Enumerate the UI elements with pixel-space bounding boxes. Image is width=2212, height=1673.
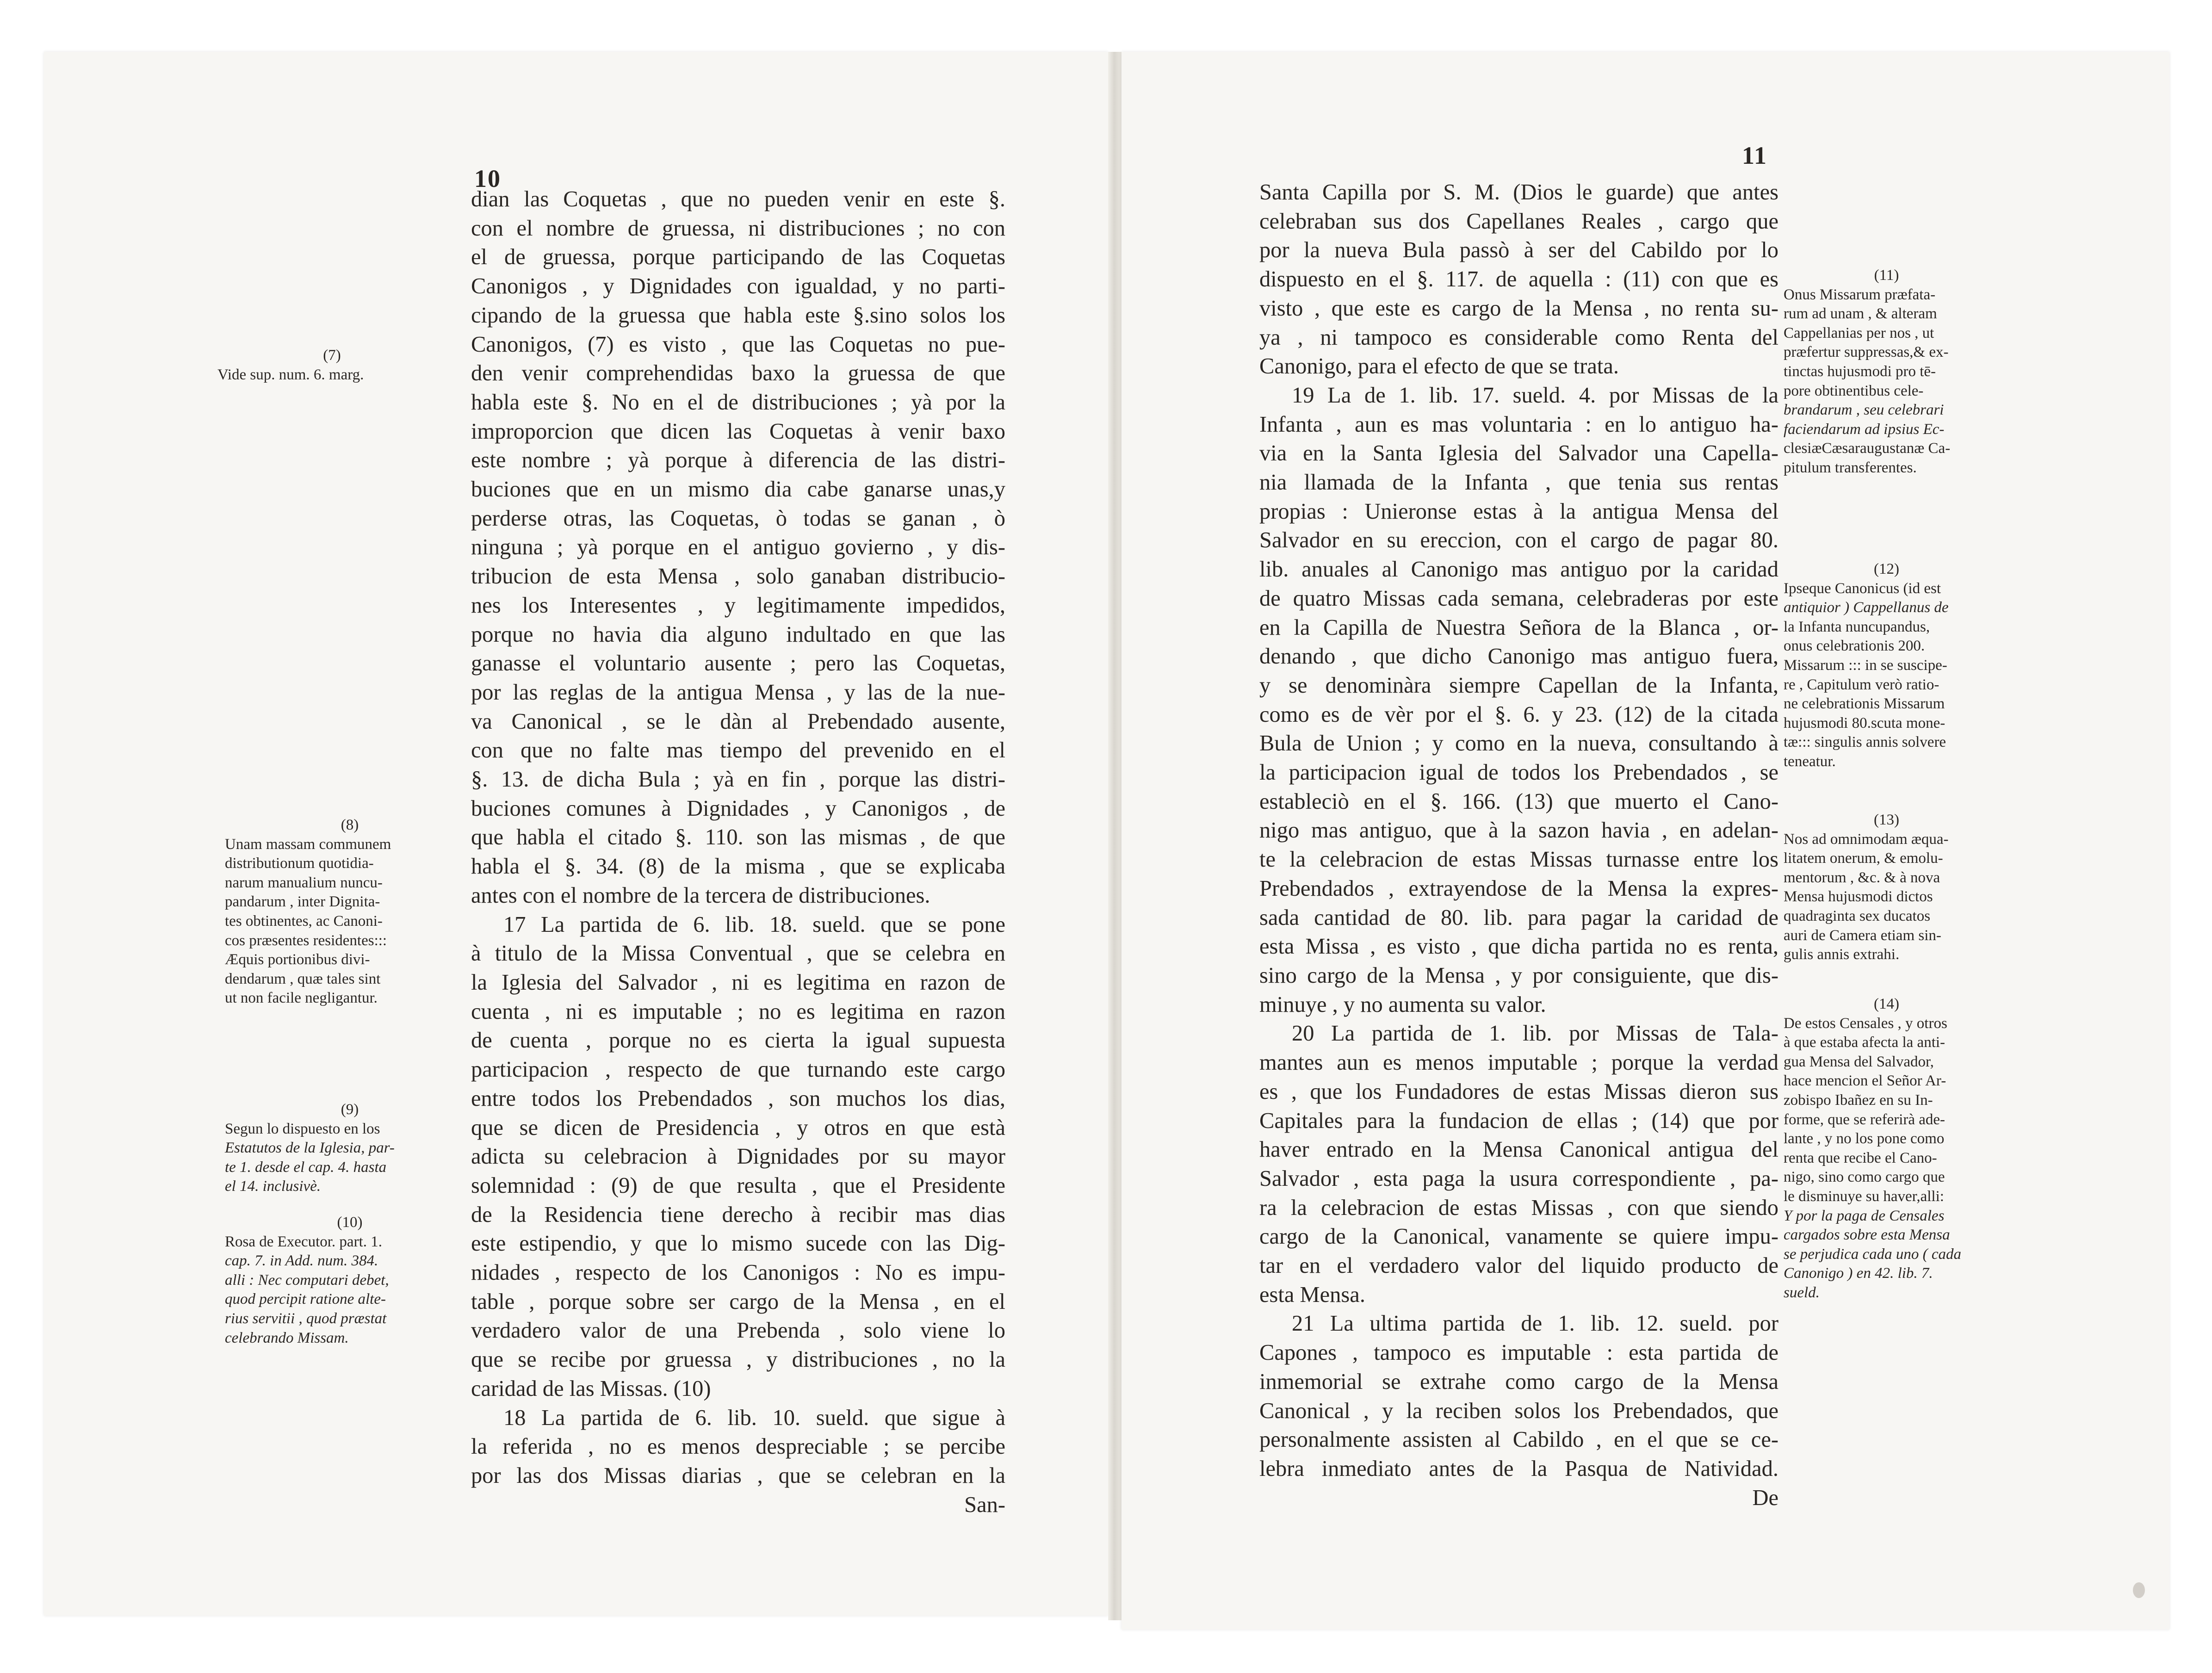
footnote-7: (7) Vide sup. num. 6. marg.	[217, 347, 364, 383]
text-line: como es de vèr por el §. 6. y 23. (12) de la citada	[1259, 702, 1778, 727]
text-line: ra la celebracion de estas Missas , con que siendo	[1259, 1195, 1778, 1220]
text-line: Salvador , esta paga la usura correspondiente , pa-	[1259, 1166, 1778, 1191]
text-line: de cuenta , porque no es cierta la igual supuesta	[471, 1028, 1005, 1053]
text-line: antes con el nombre de la tercera de distribuciones.	[471, 883, 930, 908]
text-line: Salvador en su ereccion, con el cargo de pagar 80.	[1259, 528, 1778, 553]
text-line: visto , que este es cargo de la Mensa , no renta su-	[1259, 296, 1778, 321]
book-gutter	[1108, 52, 1121, 1620]
text-line: con que no falte mas tiempo del prevenido en el	[471, 738, 1005, 763]
text-line: habla este §. No en el de distribuciones ; yà por la	[471, 390, 1005, 415]
text-line: 18 La partida de 6. lib. 10. sueld. que sigue à	[503, 1405, 1005, 1430]
text-line: y se denominàra siempre Capellan de la Infanta,	[1259, 673, 1778, 698]
text-line: improporcion que dicen las Coquetas à venir baxo	[471, 419, 1005, 444]
text-line: cargo de la Canonical, vanamente se quiere impu-	[1259, 1224, 1778, 1249]
footnote-9: (9) Segun lo dispuesto en los Estatutos de la Iglesia, par- te 1. desde el cap. 4. hasta el 14. inclusivè.	[225, 1101, 395, 1195]
text-line: nidades , respecto de los Canonigos : No es impu-	[471, 1260, 1005, 1285]
text-line: perderse otras, las Coquetas, ò todas se ganan , ò	[471, 506, 1005, 531]
text-line: estableciò en el §. 166. (13) que muerto el Cano-	[1259, 789, 1778, 814]
text-line: participacion , respecto de que turnando este cargo	[471, 1057, 1005, 1082]
text-line: de la Residencia tiene derecho à recibir mas dias	[471, 1202, 1005, 1227]
text-line: Infanta , aun es mas voluntaria : en lo antiguo ha-	[1259, 412, 1778, 437]
text-line: esta Missa , es visto , que dicha partida no es renta,	[1259, 934, 1778, 959]
text-line: cipando de la gruessa que habla este §.sino solos los	[471, 303, 1005, 328]
text-line: minuye , y no aumenta su valor.	[1259, 992, 1546, 1017]
text-line: habla el §. 34. (8) de la misma , que se explicaba	[471, 854, 1005, 879]
text-line: nigo mas antiguo, que à la sazon havia , en adelan-	[1259, 818, 1778, 843]
text-line: §. 13. de dicha Bula ; yà en fin , porque las distri-	[471, 767, 1005, 792]
text-line: Canonical , y la reciben solos los Prebendados, que	[1259, 1398, 1778, 1423]
text-line: va Canonical , se le dàn al Prebendado ausente,	[471, 709, 1005, 734]
text-line: haver entrado en la Mensa Canonical antigua del	[1259, 1137, 1778, 1162]
text-line: 21 La ultima partida de 1. lib. 12. sueld. por	[1292, 1311, 1778, 1336]
text-line: table , porque sobre ser cargo de la Mensa , en el	[471, 1289, 1005, 1314]
text-line: nia llamada de la Infanta , que tenia sus rentas	[1259, 470, 1778, 495]
text-line: celebraban sus dos Capellanes Reales , cargo que	[1259, 209, 1778, 234]
text-line: sada cantidad de 80. lib. para pagar la caridad de	[1259, 905, 1778, 930]
text-line: por las reglas de la antigua Mensa , y las de la nue-	[471, 680, 1005, 705]
text-line: ya , ni tampoco es considerable como Renta del	[1259, 325, 1778, 350]
text-line: nes los Interesentes , y legitimamente impedidos,	[471, 593, 1005, 618]
text-line: Capones , tampoco es imputable : esta partida de	[1259, 1340, 1778, 1365]
text-line: Capitales para la fundacion de ellas ; (14) que por	[1259, 1108, 1778, 1133]
text-line: tar en el verdadero valor del liquido producto de	[1259, 1253, 1778, 1278]
text-line: este nombre ; yà porque à diferencia de las distri-	[471, 448, 1005, 473]
text-line: via en la Santa Iglesia del Salvador una Capella-	[1259, 441, 1778, 466]
page-number-left: 10	[474, 165, 501, 192]
text-line: Bula de Union ; y como en la nueva, consultando à	[1259, 731, 1778, 756]
text-line: con el nombre de gruessa, ni distribuciones ; no con	[471, 216, 1005, 241]
text-line: que se recibe por gruessa , y distribuciones , no la	[471, 1347, 1005, 1372]
text-line: personalmente assisten al Cabildo , en el que se ce-	[1259, 1427, 1778, 1452]
text-line: 19 La de 1. lib. 17. sueld. 4. por Missas de la	[1292, 383, 1778, 408]
text-line: la participacion igual de todos los Prebendados , se	[1259, 760, 1778, 785]
footnote-14: (14) De estos Censales , y otros à que estaba afecta la anti- gua Mensa del Salvador, hace mencion el Señor Ar- zobispo Ibañez en su In- forme, que se referirà ade- lante , y no los pone como renta que recibe el Cano- nigo, sino como cargo que le disminuye su haver,alli: Y por la paga de Censales cargados sobre esta Mensa se perjudica cada uno ( cada Canonigo ) en 42. lib. 7. sueld.	[1784, 996, 1961, 1301]
text-line: lib. anuales al Canonigo mas antiguo por la caridad	[1259, 557, 1778, 582]
text-line: propias : Unieronse estas à la antigua Mensa del	[1259, 499, 1778, 524]
text-line: la referida , no es menos despreciable ; se percibe	[471, 1434, 1005, 1459]
text-line: esta Mensa.	[1259, 1282, 1365, 1307]
page-number-right: 11	[1742, 142, 1768, 169]
text-line: Canonigos , y Dignidades con igualdad, y no parti-	[471, 274, 1005, 299]
text-line: cuenta , ni es imputable ; no es legitima en razon	[471, 999, 1005, 1024]
text-line: verdadero valor de una Prebenda , solo viene lo	[471, 1318, 1005, 1343]
text-line: es , que los Fundadores de estas Missas dieron sus	[1259, 1079, 1778, 1104]
text-line: te la celebracion de estas Missas turnasse entre los	[1259, 847, 1778, 872]
text-line: ninguna ; yà porque en el antiguo govierno , y dis-	[471, 535, 1005, 560]
text-line: San-	[964, 1492, 1005, 1517]
text-line: dispuesto en el §. 117. de aquella : (11) con que es	[1259, 267, 1778, 292]
text-line: por la nueva Bula passò à ser del Cabildo por lo	[1259, 238, 1778, 263]
text-line: mantes aun es menos imputable ; porque la verdad	[1259, 1050, 1778, 1075]
text-line: Santa Capilla por S. M. (Dios le guarde) que antes	[1259, 180, 1778, 204]
footnote-12: (12) Ipseque Canonicus (id est antiquior ) Cappellanus de la Infanta nuncupandus, onus celebrationis 200. Missarum ::: in se suscipe- re , Capitulum verò ratio- ne celebrationis Missarum hujusmodi 80.scuta mone- tæ::: singulis annis solvere teneatur.	[1784, 561, 1949, 770]
footnote-8: (8) Unam massam communem distributionum quotidia- narum manualium nuncu- pandarum , inter Dignita- tes obtinentes, ac Canoni- cos præsentes residentes::: Æquis portionibus divi- dendarum , quæ tales sint ut non facile negligantur.	[225, 817, 391, 1007]
text-line: caridad de las Missas. (10)	[471, 1376, 711, 1401]
text-line: solemnidad : (9) de que resulta , que el Presidente	[471, 1173, 1005, 1198]
text-line: 20 La partida de 1. lib. por Missas de Tala-	[1292, 1021, 1778, 1046]
text-line: buciones comunes à Dignidades , y Canonigos , de	[471, 796, 1005, 821]
left-main-text	[471, 185, 1005, 1519]
text-line: por las dos Missas diarias , que se celebran en la	[471, 1463, 1005, 1488]
text-line: dian las Coquetas , que no pueden venir en este §.	[471, 187, 1005, 211]
text-line: que habla el citado §. 110. son las mismas , de que	[471, 825, 1005, 850]
text-line: que se dicen de Presidencia , y otros en que està	[471, 1115, 1005, 1140]
text-line: Canonigos, (7) es visto , que las Coquetas no pue-	[471, 332, 1005, 357]
text-line: tribucion de esta Mensa , solo ganaban distribucio-	[471, 564, 1005, 589]
text-line: inmemorial se extrahe como cargo de la Mensa	[1259, 1369, 1778, 1394]
text-line: Canonigo, para el efecto de que se trata.	[1259, 354, 1619, 379]
text-line: buciones que en un mismo dia cabe ganarse unas,y	[471, 477, 1005, 502]
text-line: den venir comprehendidas baxo la gruessa de que	[471, 361, 1005, 386]
text-line: Prebendados , extrayendose de la Mensa la expres-	[1259, 876, 1778, 901]
paper-mark	[2133, 1582, 2145, 1598]
text-line: adicta su celebracion à Dignidades por su mayor	[471, 1144, 1005, 1169]
text-line: denando , que dicho Canonigo mas antiguo fuera,	[1259, 644, 1778, 669]
text-line: el de gruessa, porque participando de las Coquetas	[471, 245, 1005, 270]
text-line: la Iglesia del Salvador , ni es legitima en razon de	[471, 970, 1005, 995]
text-line: 17 La partida de 6. lib. 18. sueld. que se pone	[503, 912, 1005, 937]
footnote-13: (13) Nos ad omnimodam æqua- litatem onerum, & emolu- mentorum , &c. & à nova Mensa hujusmodi dictos quadraginta sex ducatos auri de Camera etiam sin- gulis annis extrahi.	[1784, 812, 1949, 963]
text-line: porque no havia dia alguno indultado en que las	[471, 622, 1005, 647]
right-main-text	[1259, 178, 1778, 1512]
text-line: lebra inmediato antes de la Pasqua de Natividad.	[1259, 1456, 1778, 1481]
text-line: De	[1752, 1485, 1778, 1510]
text-line: entre todos los Prebendados , son muchos los dias,	[471, 1086, 1005, 1111]
text-line: ganasse el voluntario ausente ; pero las Coquetas,	[471, 651, 1005, 676]
footnote-11: (11) Onus Missarum præfata- rum ad unam , & alteram Cappellanias per nos , ut præfertur suppressas,& ex- tinctas hujusmodi pro tē- pore obtinentibus cele- brandarum , seu celebrari faciendarum ad ipsius Ec- clesiæCæsaraugustanæ Ca- pitulum transferentes.	[1784, 267, 1951, 476]
text-line: sino cargo de la Mensa , y por consiguiente, que dis-	[1259, 963, 1778, 988]
text-line: à titulo de la Missa Conventual , que se celebra en	[471, 941, 1005, 966]
footnote-10: (10) Rosa de Executor. part. 1. cap. 7. in Add. num. 384. alli : Nec computari debet, quod percipit ratione alte- rius servitii , quod præstat celebrando Missam.	[225, 1214, 389, 1346]
text-line: en la Capilla de Nuestra Señora de la Blanca , or-	[1259, 615, 1778, 640]
text-line: este estipendio, y que lo mismo sucede con las Dig-	[471, 1231, 1005, 1256]
text-line: de quatro Missas cada semana, celebraderas por este	[1259, 586, 1778, 611]
